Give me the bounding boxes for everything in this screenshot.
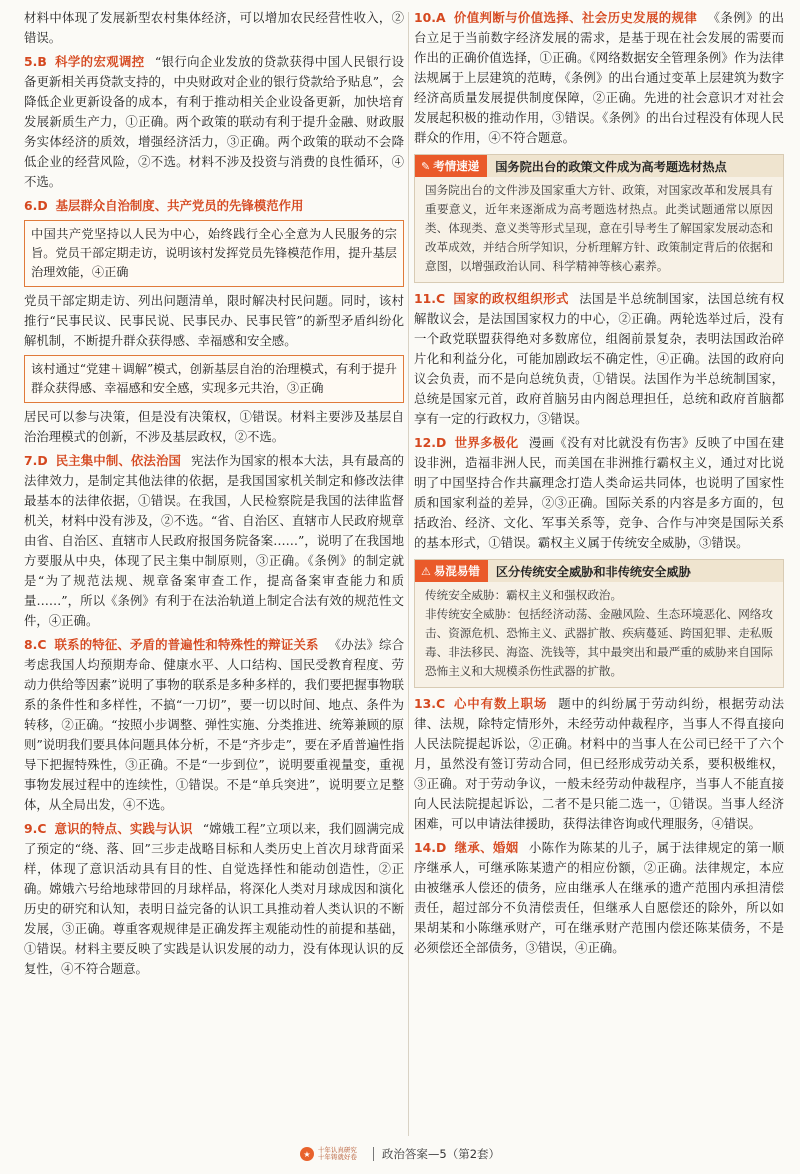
warning-icon: ⚠ xyxy=(421,564,431,578)
answer-10 xyxy=(414,8,784,148)
answer-text: 题中的纠纷属于劳动纠纷，根据劳动法律、法规，除特定情形外，未经劳动仲裁程序，当事人不得直接向人民法院提起诉讼，②正确。材料中的当事人在公司已经干了六个月，虽然没有签订劳动合同，但已经形成劳动关系，要积极维权，③正确。对于劳动争议，一般未经劳动仲裁程序，当事人不能直接向人民法院提起诉讼，二者不是只能二选一，①错误。当事人经济困难，可以申请法律援助，获得法律咨询或代理服务，④错误。 xyxy=(414,696,784,831)
tip-body xyxy=(415,177,783,282)
answer-text: 宪法作为国家的根本大法，具有最高的法律效力，是制定其他法律的依据，是我国国家机关制定和修改法律最基本的法律依据，①错误。在我国，人民检察院是我国的法律监督机关，材料中没有涉及，②不选。“省、自治区、直辖市人民政府规章由省、自治区、直辖市人民政府报国务院备案……”，说明了在我国地方要服从中央，体现了民主集中制原则，③正确。《条例》的制定就是“为了规范法规、规章备案审查工作，提高备案审查能力和质量……”，所以《条例》有利于在法治轨道上制定合法有效的规范性文件，④正确。 xyxy=(24,453,404,628)
logo-line: 十年认真研究 xyxy=(317,1146,357,1154)
answer-text: 漫画《没有对比就没有伤害》反映了中国在建设非洲，造福非洲人民，而美国在非洲推行霸权主义，通过对比说明了中国坚持合作共赢理念打造人类命运共同体，也说明了国家性质和国家利益的差异，②③正确。国际关系的内容是多方面的，包括政治、经济、文化、军事关系等，竞争、合作与冲突是国际关系的基本形式，①错误。霸权主义属于传统安全威胁，③错误。 xyxy=(414,435,784,550)
question-number: 6.D xyxy=(24,198,48,213)
left-column xyxy=(24,8,404,1138)
intro-line: 材料中体现了发展新型农村集体经济，可以增加农民经营性收入，②错误。 xyxy=(24,10,404,45)
tip-tag xyxy=(415,155,487,177)
question-number: 11.C xyxy=(414,291,446,306)
answer-text: “银行向企业发放的贷款获得中国人民银行设备更新相关再贷款支持的，中央财政对企业的银行贷款给予贴息”，会降低企业更新设备的成本，有利于推动相关企业设备更新，加快培育发展新质生产力，①正确。两个政策的联动有利于提升金融、财政服务实体经济的质效，增强经济活力，③正确。两个政策的联动不会降低企业的经营风险，②不选。材料不涉及投资与消费的良性循环，④不选。 xyxy=(24,54,404,189)
question-topic: 意识的特点、实践与认识 xyxy=(54,821,193,836)
footer-separator xyxy=(373,1147,374,1161)
question-number: 10.A xyxy=(414,10,446,25)
tip-header xyxy=(415,155,783,177)
tip-body xyxy=(415,582,783,687)
logo-line: 十年铸就好卷 xyxy=(317,1153,357,1161)
logo-text xyxy=(318,1147,357,1161)
question-topic: 继承、婚姻 xyxy=(454,840,519,855)
common-mistake-tip xyxy=(414,559,784,688)
question-number: 7.D xyxy=(24,453,48,468)
question-number: 5.B xyxy=(24,54,47,69)
question-topic: 国家的政权组织形式 xyxy=(453,291,569,306)
answer-5 xyxy=(24,52,404,192)
answer-7 xyxy=(24,451,404,631)
answer-13 xyxy=(414,694,784,834)
publisher-logo xyxy=(300,1147,357,1161)
answer-14 xyxy=(414,838,784,958)
page-footer xyxy=(0,1142,800,1166)
answer-text: “嫦娥工程”立项以来，我们圆满完成了预定的“绕、落、回”三步走战略目标和人类历史上首次月球背面采样，体现了意识活动具有目的性、自觉选择性和能动创造性，②正确。嫦娥六号给地球带回的月球样品，将深化人类对月球成因和演化历史的研究和认知，表明日益完备的认识工具推动着人类认识的不断发展，③正确。尊重客观规律是正确发挥主观能动性的前提和基础，①错误。材料主要反映了实践是认识发展的动力，没有体现认识的反复性，④不符合题意。 xyxy=(24,821,404,976)
tip-title: 区分传统安全威胁和非传统安全威胁 xyxy=(495,564,691,579)
tip-tag-label: 考情速递 xyxy=(433,159,480,173)
answer-text: 《条例》的出台立足于当前数字经济发展的需求，是基于现在社会发展的需要而作出的正确价值选择，①正确。《网络数据安全管理条例》作为法律法规属于上层建筑的范畴，《条例》的出台通过变革上层建筑为数字经济高质量发展提供制度保障，②正确。先进的社会意识才对社会发展起积极的推动作用，③错误。《条例》的出台过程没有体现人民群众的作用，④不符合题意。 xyxy=(414,10,784,145)
logo-mark-icon: ★ xyxy=(300,1147,314,1161)
question-topic: 价值判断与价值选择、社会历史发展的规律 xyxy=(453,10,698,25)
tip-tag-label: 易混易错 xyxy=(433,564,480,578)
tip-text: 国务院出台的文件涉及国家重大方针、政策，对国家改革和发展具有重要意义，近年来逐渐成为高考题选材热点。此类试题通常以原因类、体现类、意义类等形式呈现，意在引导考生了解国家发展动态和改革成效，并结合所学知识，分析理解方针、政策制定背后的依据和意图，以增强政治认同、科学精神等核心素养。 xyxy=(425,183,773,273)
answer-text: 法国是半总统制国家，法国总统有权解散议会，是法国国家权力的中心，②正确。两轮选举过后，没有一个政党联盟获得绝对多数席位，组阁前景复杂，表明法国政治碎片化和利益分化，可能加剧政坛不确定性，④正确。法国的政府向议会负责，而不是向总统负责，①错误。法国作为半总统制国家，总统是国家元首，政府首脑另由内阁总理担任，总统和政府首脑都享有一定的行政权力，③错误。 xyxy=(414,291,784,426)
page-label: 政治答案—5（第2套） xyxy=(381,1147,501,1161)
question-topic: 联系的特征、矛盾的普遍性和特殊性的辩证关系 xyxy=(54,637,319,652)
answer-8 xyxy=(24,635,404,815)
question-number: 9.C xyxy=(24,821,47,836)
tip-text: 非传统安全威胁：包括经济动荡、金融风险、生态环境恶化、网络攻击、资源危机、恐怖主义、武器扩散、疾病蔓延、跨国犯罪、走私贩毒、非法移民、海盗、洗钱等，其中最突出和最严重的威胁来自国际恐怖主义和大规模杀伤性武器的扩散。 xyxy=(425,607,773,678)
question-number: 13.C xyxy=(414,696,446,711)
question-topic: 世界多极化 xyxy=(454,435,519,450)
question-topic: 基层群众自治制度、共产党员的先锋模范作用 xyxy=(55,198,304,213)
answer-12 xyxy=(414,433,784,553)
question-topic: 心中有数上职场 xyxy=(453,696,548,711)
answer-9 xyxy=(24,819,404,979)
tip-header xyxy=(415,560,783,582)
analysis-box: 该村通过“党建＋调解”模式，创新基层自治的治理模式，有利于提升群众获得感、幸福感和安全感，实现多元共治，③正确 xyxy=(24,355,404,403)
answer-text: 小陈作为陈某的儿子，属于法律规定的第一顺序继承人，可继承陈某遗产的相应份额，②正确。法律规定，本应由被继承人偿还的债务，应由继承人在继承的遗产范围内承担清偿责任，超过部分不负清偿责任，但继承人自愿偿还的除外，所以如果胡某和小陈继承财产，可在继承财产范围内偿还陈某债务，不是必须偿还全部债务，③错误，④正确。 xyxy=(414,840,784,955)
question-number: 14.D xyxy=(414,840,447,855)
answer-text: 《办法》综合考虑我国人均预期寿命、健康水平、人口结构、国民受教育程度、劳动力供给等因素”说明了事物的联系是多种多样的，我们要把握事物联系的条件性和多样性，不搞“一刀切”，要一切以时间、地点、条件为转移，②正确。“按照小步调整、弹性实施、分类推进、统筹兼顾的原则”说明我们要具体问题具体分析，不是“齐步走”，要在矛盾普遍性指导下把握特殊性，③正确。不是“一步到位”，说明要重视量变，重视事物发展过程中的连续性，①错误。不是“单兵突进”，说明要立足整体，从全局出发，④不选。 xyxy=(24,637,404,812)
question-number: 12.D xyxy=(414,435,447,450)
tip-title: 国务院出台的政策文件成为高考题选材热点 xyxy=(495,159,727,174)
tip-text: 传统安全威胁：霸权主义和强权政治。 xyxy=(425,588,623,602)
question-topic: 科学的宏观调控 xyxy=(55,54,145,69)
question-number: 8.C xyxy=(24,637,47,652)
answer-11 xyxy=(414,289,784,429)
answer-text: 党员干部定期走访、列出问题清单，限时解决村民问题。同时，该村推行“民事民议、民事民说、民事民办、民事民管”的新型矛盾纠纷化解机制，不断提升群众获得感、幸福感和安全感。 xyxy=(24,293,404,348)
right-column xyxy=(414,8,784,1138)
answer-6-header xyxy=(24,196,404,216)
analysis-box: 中国共产党坚持以人民为中心，始终践行全心全意为人民服务的宗旨。党员干部定期走访，说明该村发挥党员先锋模范作用，提升基层治理效能，④正确 xyxy=(24,220,404,287)
answer-text: 居民可以参与决策，但是没有决策权，①错误。材料主要涉及基层自治治理模式的创新，不涉及基层政权，②不选。 xyxy=(24,409,404,444)
question-topic: 民主集中制、依法治国 xyxy=(55,453,182,468)
exam-trend-tip xyxy=(414,154,784,283)
pencil-icon: ✎ xyxy=(421,159,431,173)
column-divider xyxy=(408,12,409,1136)
tip-tag xyxy=(415,560,488,582)
